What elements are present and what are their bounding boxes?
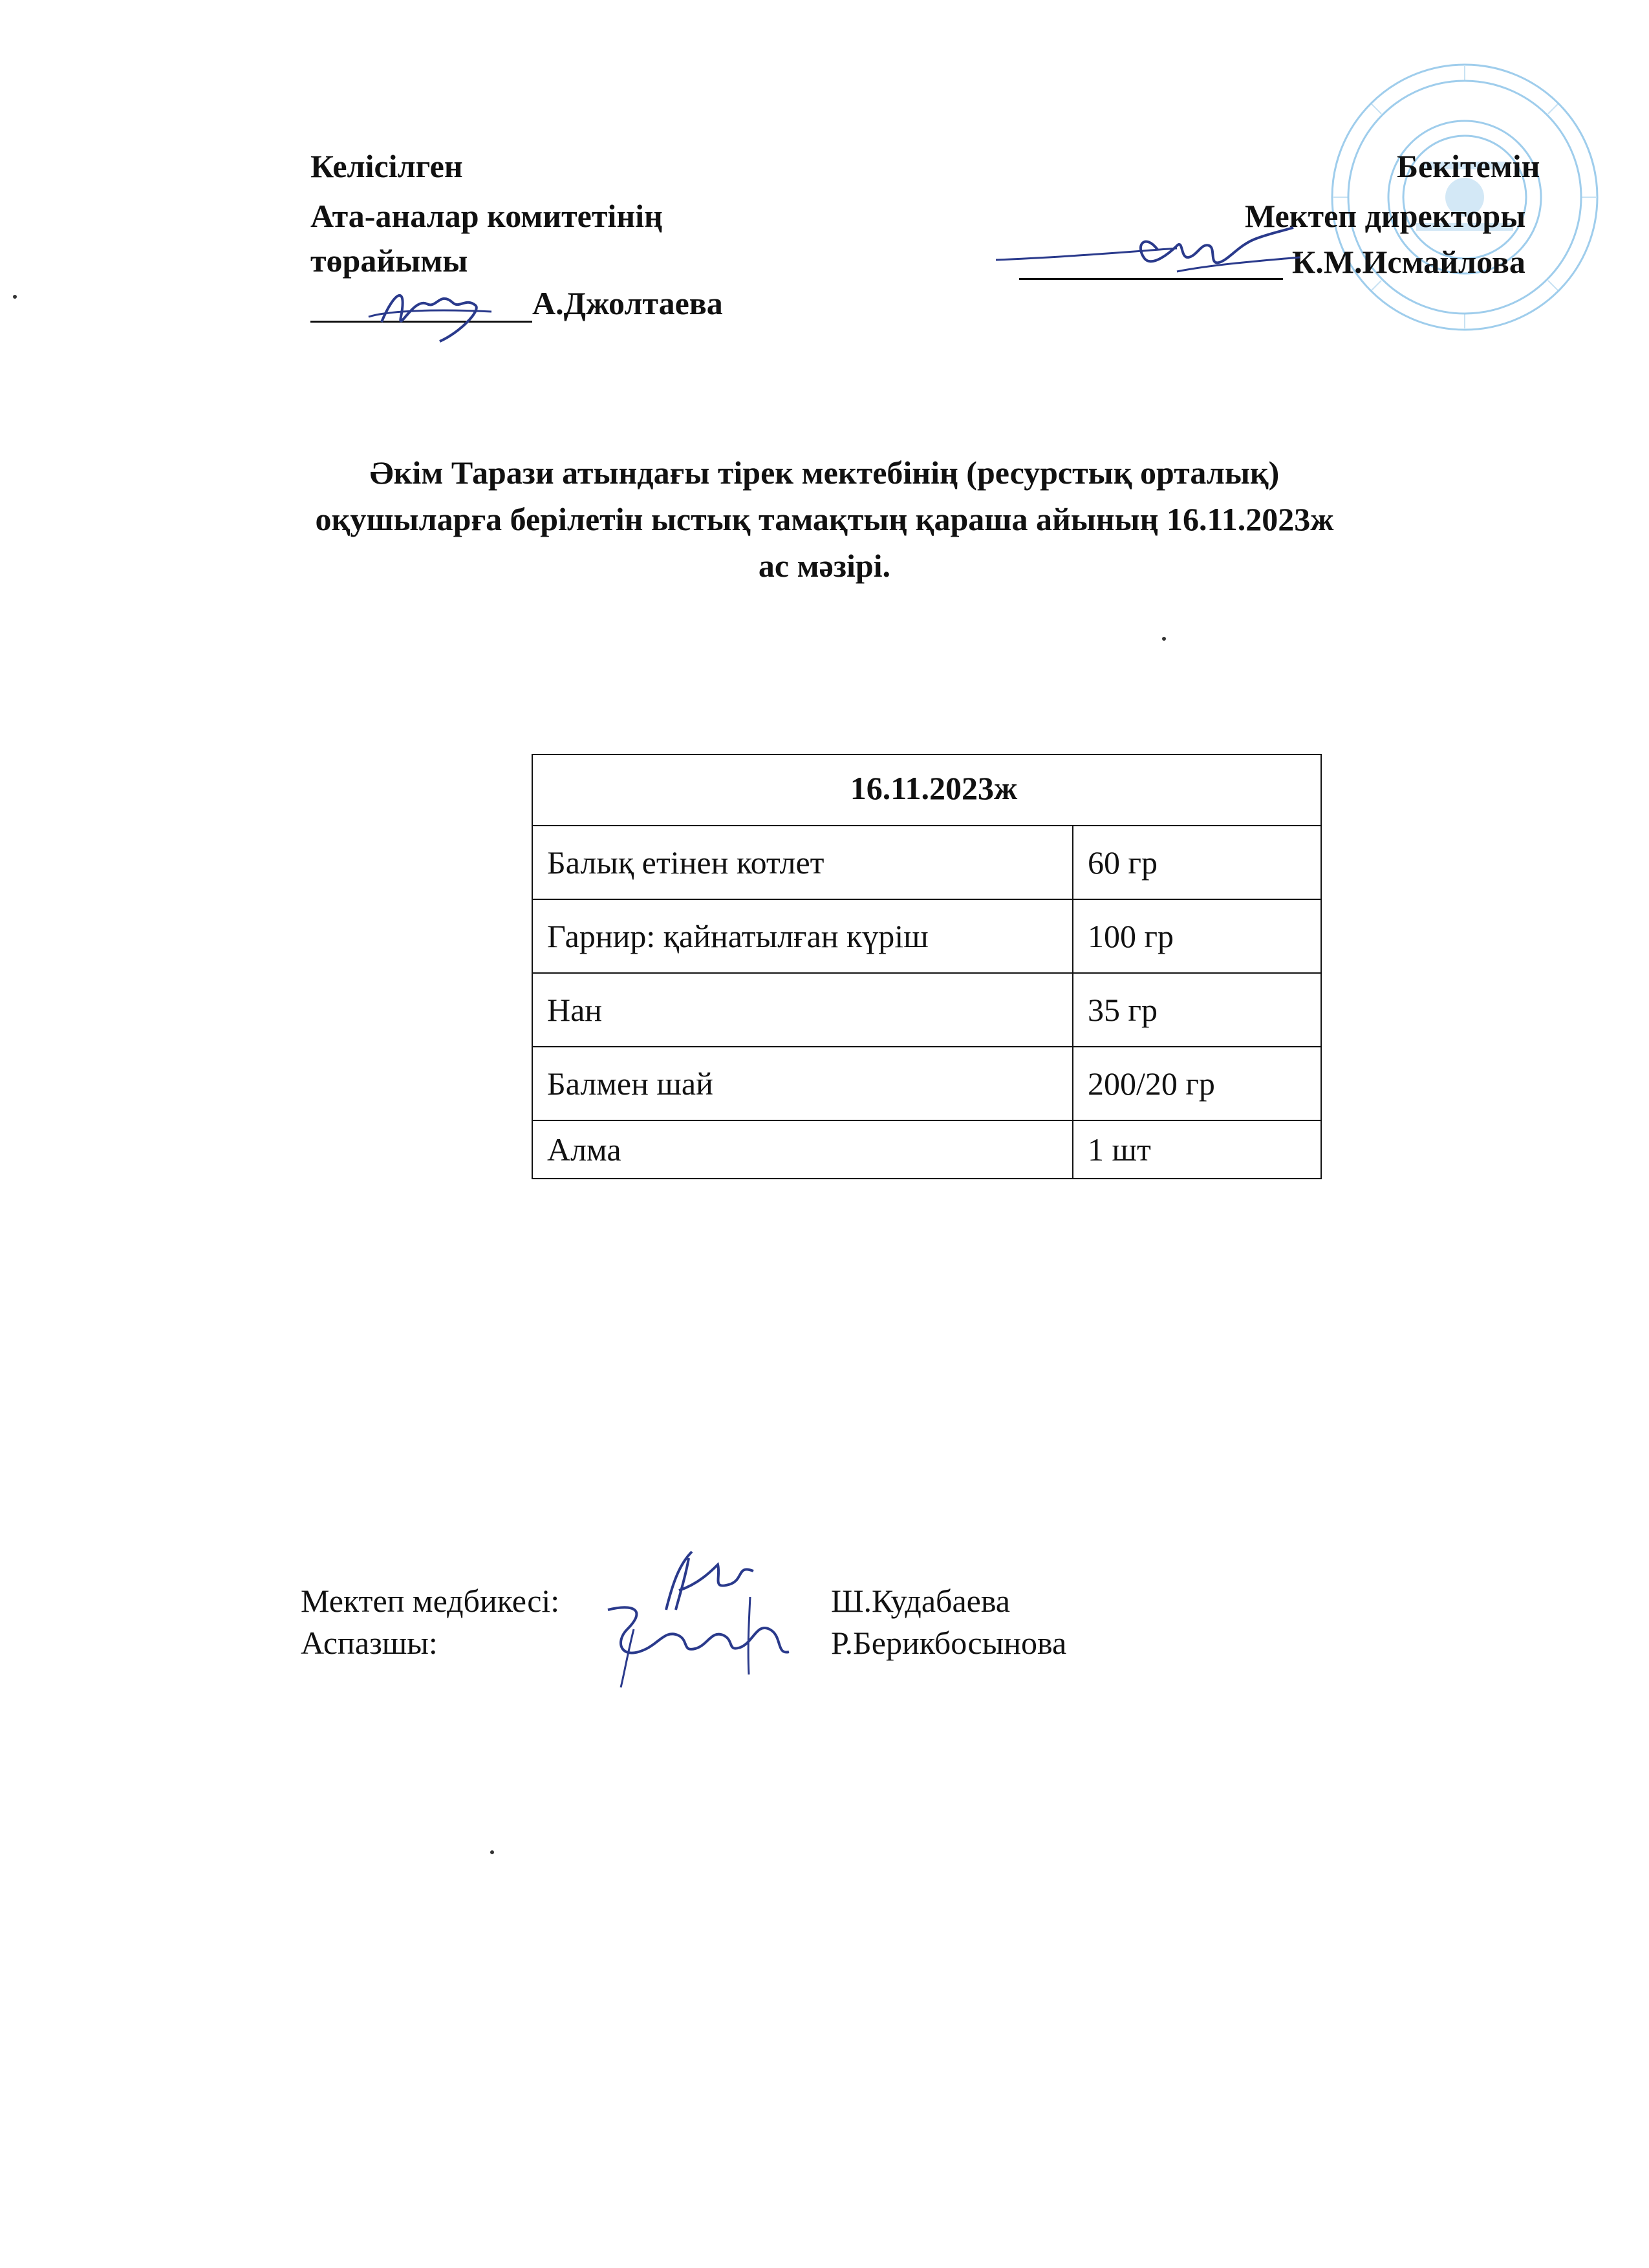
nurse-name: Ш.Кудабаева	[831, 1583, 1010, 1619]
chairperson-signature	[362, 272, 511, 343]
menu-item-amount: 35 гр	[1073, 973, 1321, 1047]
menu-item-amount: 60 гр	[1073, 826, 1321, 899]
menu-item-name: Нан	[532, 973, 1073, 1047]
menu-item-amount: 100 гр	[1073, 899, 1321, 973]
table-row	[532, 1047, 1321, 1120]
table-row	[532, 899, 1321, 973]
menu-item-amount: 200/20 гр	[1073, 1047, 1321, 1120]
approve-label: Бекітемін	[1397, 148, 1540, 184]
chairperson-name: А.Джолтаева	[532, 285, 723, 321]
title-line-1: Әкім Тарази атындағы тірек мектебінің (ресурстық орталық)	[369, 455, 1280, 491]
scan-speck	[1162, 637, 1166, 641]
nurse-label: Мектеп медбикесі:	[301, 1583, 560, 1619]
table-row	[532, 826, 1321, 899]
menu-header-row	[532, 754, 1321, 826]
menu-item-name: Балмен шай	[532, 1047, 1073, 1120]
agreed-label: Келісілген	[310, 148, 463, 184]
menu-table	[532, 754, 1322, 1179]
scan-speck	[490, 1850, 494, 1854]
table-row	[532, 973, 1321, 1047]
chairperson-label: төрайымы	[310, 242, 468, 279]
menu-item-amount: 1 шт	[1073, 1120, 1321, 1179]
title-line-3: ас мәзірі.	[758, 548, 891, 584]
director-signature	[983, 220, 1306, 291]
director-label: Мектеп директоры	[1245, 198, 1526, 234]
title-line-2: оқушыларға берілетін ыстық тамақтың қараша айының 16.11.2023ж	[315, 501, 1334, 537]
menu-item-name: Балық етінен котлет	[532, 826, 1073, 899]
menu-item-name: Гарнир: қайнатылған күріш	[532, 899, 1073, 973]
scan-speck	[13, 295, 17, 299]
cook-label: Аспазшы:	[301, 1625, 438, 1661]
parents-committee-label: Ата-аналар комитетінің	[310, 198, 663, 234]
menu-date-header: 16.11.2023ж	[532, 754, 1321, 826]
table-row	[532, 1120, 1321, 1179]
menu-item-name: Алма	[532, 1120, 1073, 1179]
cook-name: Р.Берикбосынова	[831, 1625, 1067, 1661]
cook-signature	[595, 1590, 802, 1694]
director-name: К.М.Исмайлова	[1292, 244, 1525, 280]
